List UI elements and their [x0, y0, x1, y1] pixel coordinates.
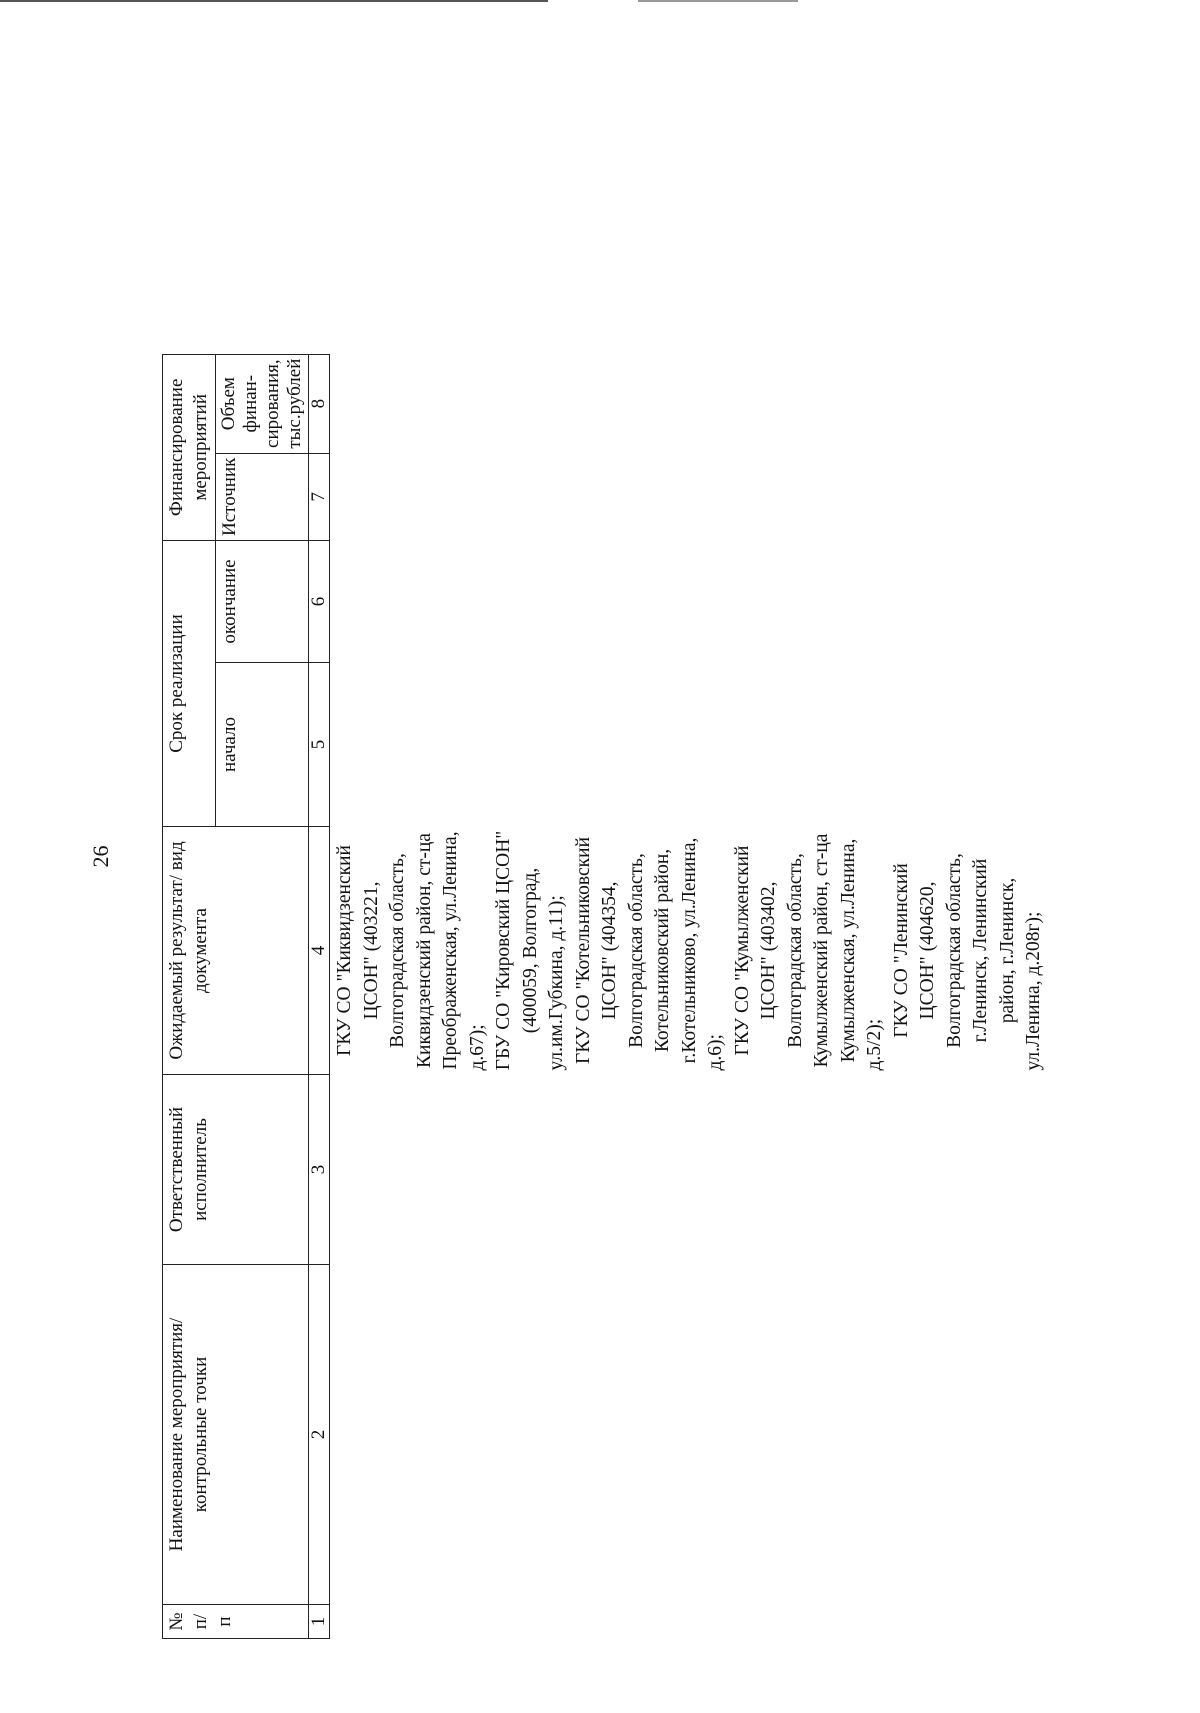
cell-result — [330, 827, 1050, 1075]
cell-source — [330, 453, 1050, 540]
header-responsible: Ответственный исполнитель — [163, 1075, 309, 1265]
column-number: 8 — [309, 354, 330, 453]
cell-start — [330, 663, 1050, 827]
cell-pp — [330, 1605, 1050, 1639]
table-body-row — [330, 354, 1050, 1638]
header-name: Наименование мероприятия/ контрольные точки — [163, 1265, 309, 1605]
result-entry: ГКУ СО "Кумылженский ЦСОН" (403402, Волгоградская область, Кумылженский район, ст-ца Кумылженская, ул.Ленина, д.5/2); — [731, 833, 885, 1071]
header-financing: Финансирование мероприятий — [163, 354, 216, 540]
header-result: Ожидаемый результат/ вид документа — [163, 827, 309, 1075]
header-volume: Объем финан-сирования, тыс.рублей — [216, 354, 309, 453]
cell-name — [330, 1265, 1050, 1605]
table-header-row — [163, 354, 216, 1638]
page-number: 26 — [88, 845, 113, 868]
cell-volume — [330, 354, 1050, 453]
column-number: 2 — [309, 1265, 330, 1605]
result-entry: ГКУ СО "Котельниковский ЦСОН" (404354, Волгоградская область, Котельниковский район, г.Котельниково, ул.Ленина, д.6); — [572, 836, 726, 1071]
cell-responsible — [330, 1075, 1050, 1265]
column-number: 1 — [309, 1605, 330, 1639]
column-number: 5 — [309, 663, 330, 827]
header-end: окончание — [216, 541, 309, 663]
result-entry: ГКУ СО "Ленинский ЦСОН" (404620, Волгоградская область, г.Ленинск, Ленинский район, г.Ленинск, ул.Ленина, д.208г); — [890, 853, 1044, 1071]
column-number: 7 — [309, 453, 330, 540]
header-period: Срок реализации — [163, 541, 216, 827]
column-number: 4 — [309, 827, 330, 1075]
header-source: Источник — [216, 453, 309, 540]
column-number-row — [309, 354, 330, 1638]
column-number: 6 — [309, 541, 330, 663]
column-number: 3 — [309, 1075, 330, 1265]
result-entry: ГКУ СО "Киквидзенский ЦСОН" (403221, Волгоградская область, Киквидзенский район, ст-ца Преображенская, ул.Ленина, д.67); — [334, 831, 488, 1071]
result-entry: ГБУ СО "Кировский ЦСОН" (400059, Волгоград, ул.им.Губкина, д.11); — [493, 830, 567, 1071]
cell-end — [330, 541, 1050, 663]
header-pp: № п/п — [163, 1605, 309, 1639]
header-start: начало — [216, 663, 309, 827]
activity-table — [162, 354, 1050, 1639]
